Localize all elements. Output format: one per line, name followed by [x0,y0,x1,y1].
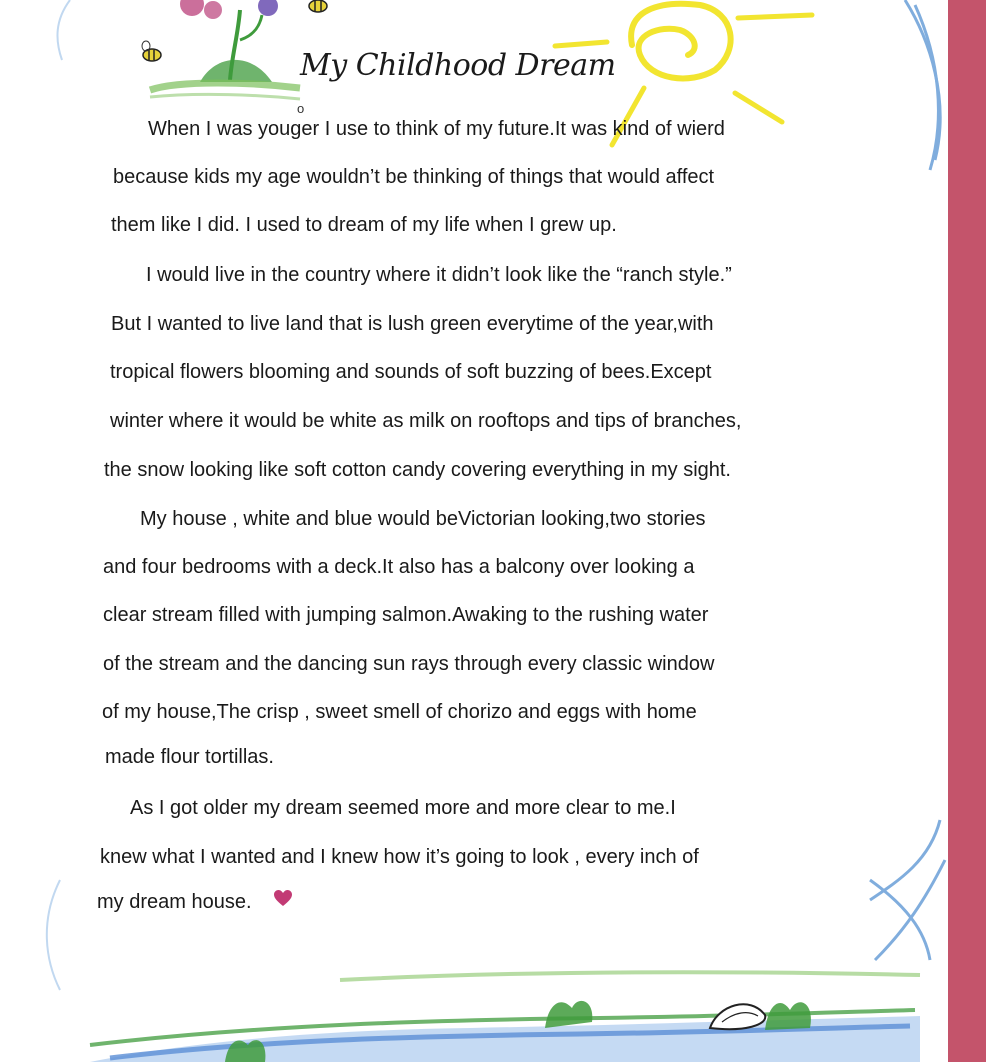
essay-line: I would live in the country where it didn’t look like the “ranch style.” [146,264,732,286]
essay-line: clear stream filled with jumping salmon.Awaking to the rushing water [103,604,709,626]
essay-line: the snow looking like soft cotton candy covering everything in my sight. [104,459,731,481]
flower-patch-drawing [150,0,300,99]
essay-line: My house , white and blue would beVictorian looking,two stories [140,508,706,530]
essay-line: and four bedrooms with a deck.It also has a balcony over looking a [103,556,695,578]
essay-title: My Childhood Dream [300,48,616,83]
essay-line: of my house,The crisp , sweet smell of chorizo and eggs with home [102,701,697,723]
essay-line: When I was youger I use to think of my future.It was kind of wierd [148,118,725,140]
essay-line: winter where it would be white as milk on rooftops and tips of branches, [110,410,742,432]
essay-line: of the stream and the dancing sun rays through every classic window [103,653,715,675]
bee-drawing-left [142,41,161,61]
essay-line: tropical flowers blooming and sounds of soft buzzing of bees.Except [110,361,712,383]
bee-drawing-top [309,0,327,12]
essay-line: knew what I wanted and I knew how it’s going to look , every inch of [100,846,699,868]
handwritten-insertion-mark: o [297,101,305,116]
essay-line: But I wanted to live land that is lush green everytime of the year,with [111,313,714,335]
essay-line: my dream house. [97,891,252,913]
heart-icon [273,889,293,907]
left-border-scribbles [47,0,70,990]
essay-line: made flour tortillas. [105,746,274,768]
essay-line: them like I did. I used to dream of my life when I grew up. [111,214,617,236]
essay-line: because kids my age wouldn’t be thinking of things that would affect [113,166,715,188]
stream-drawing [90,972,920,1062]
essay-line: As I got older my dream seemed more and more clear to me.I [130,797,676,819]
right-border-scribbles [870,0,945,960]
